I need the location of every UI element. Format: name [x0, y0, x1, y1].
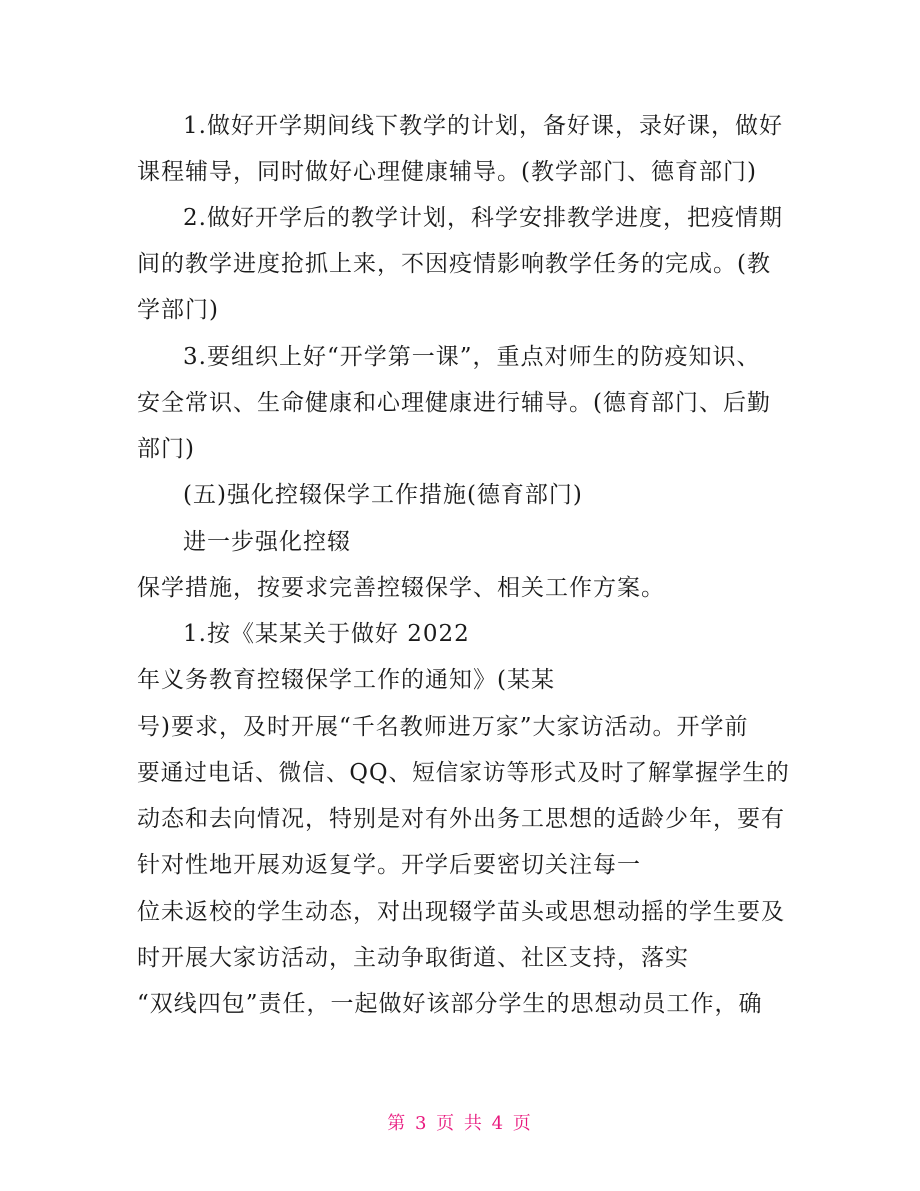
text-line: 1.按《某某关于做好 2022: [183, 621, 470, 647]
text-line: 3.要组织上好“开学第一课”，重点对师生的防疫知识、: [183, 344, 761, 370]
text-line: 课程辅导，同时做好心理健康辅导。(教学部门、德育部门): [137, 159, 757, 185]
text-line: 1.做好开学期间线下教学的计划，备好课，录好课，做好: [183, 113, 783, 139]
text-line: 间的教学进度抢抓上来，不因疫情影响教学任务的完成。(教: [137, 251, 771, 277]
text-line: 学部门): [137, 297, 219, 323]
text-line: 号)要求，及时开展“千名教师进万家”大家访活动。开学前: [137, 714, 749, 740]
text-line: 年义务教育控辍保学工作的通知》(某某: [137, 667, 555, 693]
text-line: 2.做好开学后的教学计划，科学安排教学进度，把疫情期: [183, 205, 783, 231]
section-heading: (五)强化控辍保学工作措施(德育部门): [183, 482, 583, 508]
text-line: 安全常识、生命健康和心理健康进行辅导。(德育部门、后勤: [137, 390, 771, 416]
text-line: 时开展大家访活动，主动争取街道、社区支持，落实: [137, 945, 689, 971]
text-line: 保学措施，按要求完善控辍保学、相关工作方案。: [137, 575, 665, 601]
text-line: 动态和去向情况，特别是对有外出务工思想的适龄少年，要有: [137, 806, 785, 832]
text-line: 进一步强化控辍: [183, 529, 351, 555]
text-line: 针对性地开展劝返复学。开学后要密切关注每一: [137, 852, 641, 878]
text-line: 位未返校的学生动态，对出现辍学苗头或思想动摇的学生要及: [137, 899, 785, 925]
text-line: “双线四包”责任，一起做好该部分学生的思想动员工作，确: [137, 991, 763, 1017]
text-line: 要通过电话、微信、QQ、短信家访等形式及时了解掌握学生的: [137, 760, 790, 786]
text-line: 部门): [137, 436, 195, 462]
page-number-footer: 第 3 页 共 4 页: [387, 1113, 533, 1134]
